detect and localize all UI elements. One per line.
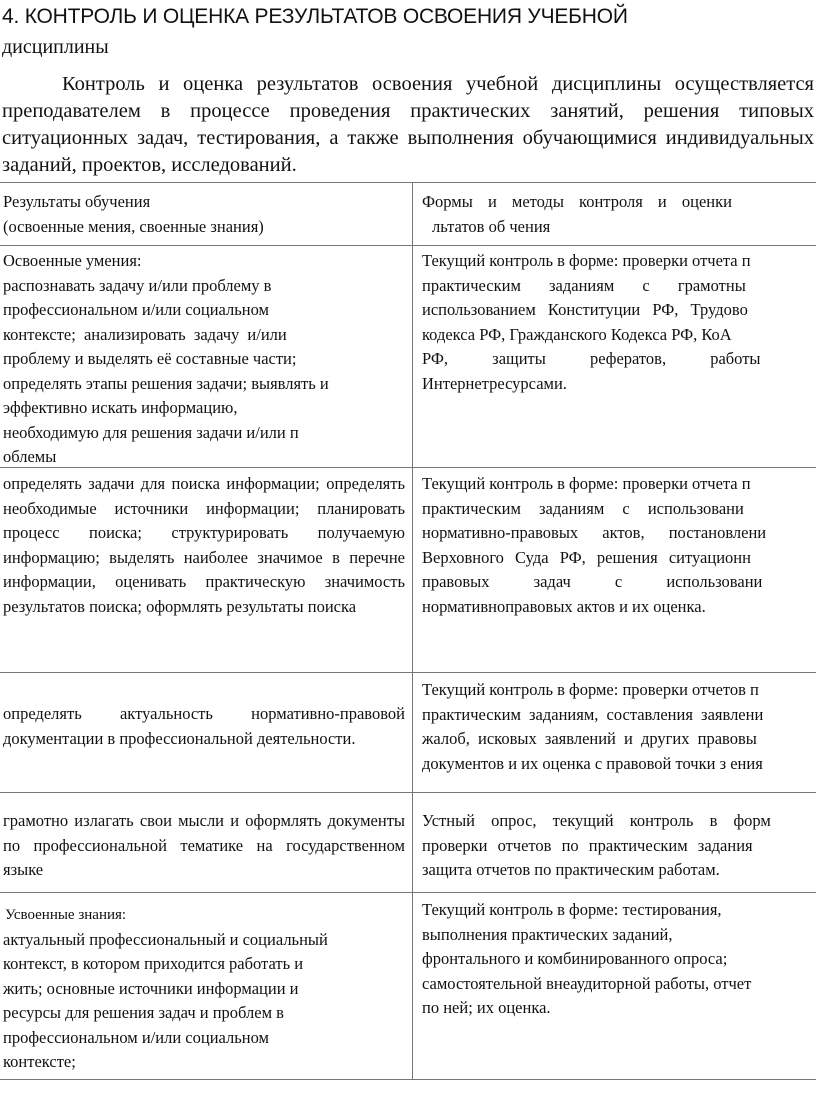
cell-line: практическим заданиям с грамотны <box>422 275 746 295</box>
row-3-results: определять актуальность нормативно-правовой документации в профессиональной деятельности. <box>3 704 405 748</box>
cell-line: практическим заданиям с использовани <box>422 498 744 518</box>
column-divider <box>412 182 413 1080</box>
row-divider <box>0 672 816 673</box>
results-table <box>0 182 816 1080</box>
cell-line: нормативно-правовых актов, постановлени <box>422 523 767 542</box>
cell-line: актуальный профессиональный и социальный <box>3 929 328 949</box>
cell-line: использованием Конституции РФ, Трудово <box>422 300 748 319</box>
header-right-line: льтатов об чения <box>432 216 551 236</box>
row-3-methods <box>422 678 816 776</box>
cell-line: РФ, защиты рефератов, работы <box>422 349 761 368</box>
intro-paragraph: Контроль и оценка результатов освоения учебной дисциплины осуществляется преподавателем в процессе проведения практических занятий, решения типовых ситуационных задач, тестирования, а также выполнения обучающимися индивидуальных заданий, проектов, исследований. <box>2 73 814 176</box>
row-2-methods <box>422 472 816 619</box>
row-2-results: определять задачи для поиска информации; определять необходимые источники информации; планировать процесс поиска; структурировать получаемую информацию; выделять наиболее значимое в перечне информации, оценивать практическую значимость результатов поиска; оформлять результаты поиска <box>3 474 405 616</box>
cell-line: облемы <box>3 447 57 466</box>
skills-label: Освоенные умения: <box>3 251 142 270</box>
cell-line: проверки отчетов по практическим задания <box>422 835 753 855</box>
cell-line: самостоятельной внеаудиторной работы, отчет <box>422 973 752 993</box>
cell-line: контексте; <box>3 1052 76 1071</box>
row-divider <box>0 1079 816 1080</box>
cell-line: защита отчетов по практическим работам. <box>422 860 720 879</box>
cell-line: необходимую для решения задачи и/или п <box>3 422 299 442</box>
row-divider <box>0 245 816 246</box>
header-left <box>3 190 405 239</box>
cell-line: распознавать задачу и/или проблему в <box>3 275 272 295</box>
header-left-line: (освоенные мения, своенные знания) <box>3 216 264 236</box>
cell-line: контексте; анализировать задачу и/или <box>3 324 287 344</box>
cell-line: жить; основные источники информации и <box>3 978 299 998</box>
cell-line: профессиональном и/или социальном <box>3 1027 269 1047</box>
cell-line: контекст, в котором приходится работать и <box>3 954 304 973</box>
cell-line: профессиональном и/или социальном <box>3 300 269 319</box>
row-1-results <box>3 249 405 470</box>
header-right <box>422 190 816 239</box>
cell-line: кодекса РФ, Гражданского Кодекса РФ, КоА <box>422 324 732 344</box>
cell-line: по ней; их оценка. <box>422 998 551 1017</box>
knowledge-label: Усвоенные знания: <box>5 907 127 923</box>
section-title: 4. КОНТРОЛЬ И ОЦЕНКА РЕЗУЛЬТАТОВ ОСВОЕНИЯ УЧЕБНОЙ <box>2 5 628 28</box>
cell-line: выполнения практических заданий, <box>422 924 673 944</box>
row-divider <box>0 892 816 893</box>
row-5-methods <box>422 898 816 1021</box>
section-subtitle: дисциплины <box>2 36 109 58</box>
row-4-results: грамотно излагать свои мысли и оформлять документы по профессиональной тематике на государственном языке <box>3 811 405 879</box>
cell-line: Текущий контроль в форме: проверки отчета п <box>422 474 751 493</box>
cell-line: Текущий контроль в форме: проверки отчета п <box>422 251 751 270</box>
cell-line: эффективно искать информацию, <box>3 398 238 417</box>
cell-line: фронтального и комбинированного опроса; <box>422 949 728 968</box>
cell-line: определять этапы решения задачи; выявлять и <box>3 373 329 393</box>
cell-line: Текущий контроль в форме: тестирования, <box>422 900 722 919</box>
row-1-methods <box>422 249 816 396</box>
cell-line: Верховного Суда РФ, решения ситуационн <box>422 547 751 567</box>
header-left-line: Результаты обучения <box>3 192 151 211</box>
cell-line: Устный опрос, текущий контроль в форм <box>422 811 771 830</box>
row-5-results <box>3 903 405 1075</box>
cell-line: практическим заданиям, составления заявлени <box>422 704 764 724</box>
cell-line: жалоб, исковых заявлений и других правовы <box>422 729 757 748</box>
cell-line: нормативноправовых актов и их оценка. <box>422 596 706 616</box>
row-4-methods <box>422 809 816 883</box>
row-divider <box>0 792 816 793</box>
cell-line: Интернетресурсами. <box>422 373 567 393</box>
header-right-line: Формы и методы контроля и оценки <box>422 192 732 211</box>
cell-line: Текущий контроль в форме: проверки отчетов п <box>422 680 759 699</box>
section-heading <box>2 2 814 62</box>
cell-line: правовых задач с использовани <box>422 572 763 591</box>
cell-line: документов и их оценка с правовой точки з ения <box>422 753 763 773</box>
cell-line: проблему и выделять её составные части; <box>3 349 297 368</box>
cell-line: ресурсы для решения задач и проблем в <box>3 1003 284 1022</box>
row-divider <box>0 182 816 183</box>
